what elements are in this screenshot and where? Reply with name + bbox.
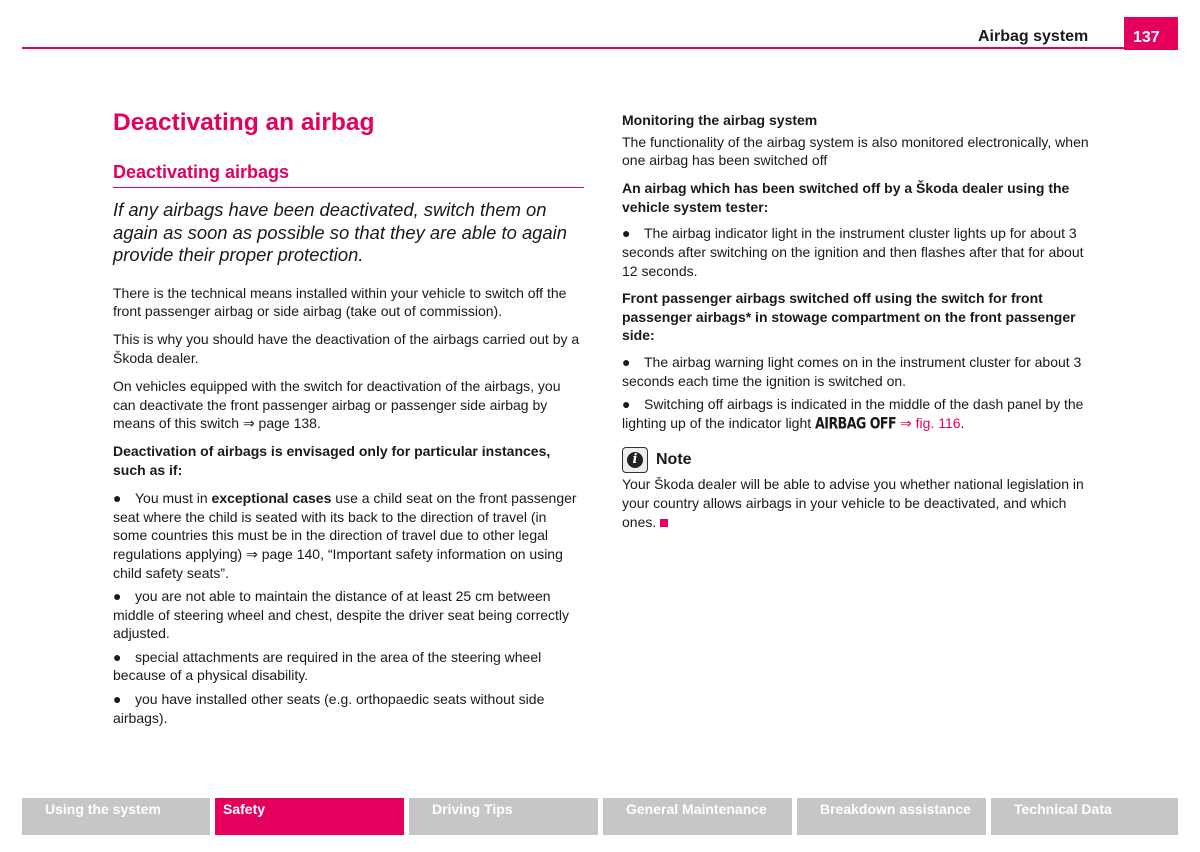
list-item xyxy=(113,648,584,685)
bullet-text: you have installed other seats (e.g. orthopaedic seats without side airbags). xyxy=(113,691,545,726)
bullet-icon: ● xyxy=(622,396,631,413)
note-header xyxy=(622,447,1094,473)
chapter-tab-bar xyxy=(22,798,1178,835)
bullet-text: special attachments are required in the area of the steering wheel because of a physical disability. xyxy=(113,648,542,684)
note-title: Note xyxy=(656,451,692,469)
bullet-text: . xyxy=(960,414,965,431)
end-marker-icon xyxy=(660,519,668,527)
tab-using-the-system[interactable]: Using the system xyxy=(22,798,210,835)
monitoring-paragraph: The functionality of the airbag system is also monitored electronically, when one airbag has been switched off xyxy=(622,133,1089,169)
note-text: Your Škoda dealer will be able to advise you whether national legislation in your country allows airbags in your vehicle to be deactivated, and which ones. xyxy=(622,476,1084,530)
dealer-heading: An airbag which has been switched off by a Škoda dealer using the vehicle system tester: xyxy=(622,180,1070,215)
bullet-icon: ● xyxy=(113,691,122,708)
list-item xyxy=(113,489,584,582)
note-text-block xyxy=(622,475,1094,531)
page-number-badge: 137 xyxy=(1124,17,1178,50)
figure-link[interactable]: ⇒ fig. 116 xyxy=(900,414,961,431)
paragraph-switch: On vehicles equipped with the switch for deactivation of the airbags, you can deactivate the front passenger airbag or passenger side airbag by means of this switch ⇒ page 138. xyxy=(113,378,561,432)
header-rule xyxy=(22,47,1178,49)
list-item xyxy=(622,353,1094,390)
bullet-text: you are not able to maintain the distance of at least 25 cm between middle of steering wheel and chest, despite the driver seat being correctly adjusted. xyxy=(113,588,570,642)
list-item xyxy=(622,224,1094,280)
list-item xyxy=(113,587,584,643)
monitoring-heading: Monitoring the airbag system xyxy=(622,112,818,128)
emphasis-text: exceptional cases xyxy=(211,490,332,507)
paragraph-technical-means: There is the technical means installed within your vehicle to switch off the front passenger airbag or side airbag (take out of commission). xyxy=(113,284,567,320)
bullet-text: use a child seat on the front passenger seat where the child is seated with its back to the direction of travel (in some countries this must be in the direction of travel due to other legal regulations applying) ⇒ page 140, “Important safety information on using child safety seats”. xyxy=(113,490,577,581)
tab-breakdown-assistance[interactable]: Breakdown assistance xyxy=(797,798,986,835)
bullet-text: The airbag indicator light in the instrument cluster lights up for about 3 seconds after switching on the ignition and then flashes after that for about 12 seconds. xyxy=(622,225,1084,279)
list-item xyxy=(113,690,584,727)
bullet-icon: ● xyxy=(113,490,122,507)
bullet-text: Switching off airbags is indicated in the middle of the dash panel by the lighting up of the indicator light xyxy=(622,396,1084,431)
bullet-icon: ● xyxy=(113,588,122,605)
bullet-icon: ● xyxy=(622,225,631,242)
deactivation-cases-heading: Deactivation of airbags is envisaged only for particular instances, such as if: xyxy=(113,443,551,479)
tab-safety[interactable]: Safety xyxy=(215,798,404,835)
running-header-title: Airbag system xyxy=(978,28,1089,45)
right-column xyxy=(622,111,1094,531)
intro-warning: If any airbags have been deactivated, switch them on again as soon as possible so that they are able to again provide their proper protection. xyxy=(113,199,567,266)
info-icon xyxy=(622,447,648,473)
left-column xyxy=(113,108,584,732)
bullet-icon: ● xyxy=(622,354,631,371)
section-subtitle: Deactivating airbags xyxy=(113,161,584,188)
tab-driving-tips[interactable]: Driving Tips xyxy=(409,798,598,835)
tab-technical-data[interactable]: Technical Data xyxy=(991,798,1178,835)
paragraph-dealer: This is why you should have the deactivation of the airbags carried out by a Škoda dealer. xyxy=(113,331,580,367)
bullet-icon: ● xyxy=(113,648,122,665)
airbag-off-indicator: AIRBAG OFF xyxy=(815,414,897,433)
info-glyph: i xyxy=(627,452,643,468)
switch-heading: Front passenger airbags switched off using the switch for front passenger airbags* in stowage compartment on the front passenger side: xyxy=(622,290,1076,344)
list-item xyxy=(622,395,1094,433)
page-title: Deactivating an airbag xyxy=(113,109,375,136)
bullet-text: The airbag warning light comes on in the instrument cluster for about 3 seconds each time the ignition is switched on. xyxy=(622,354,1082,389)
bullet-text: You must in xyxy=(135,490,212,507)
tab-general-maintenance[interactable]: General Maintenance xyxy=(603,798,792,835)
